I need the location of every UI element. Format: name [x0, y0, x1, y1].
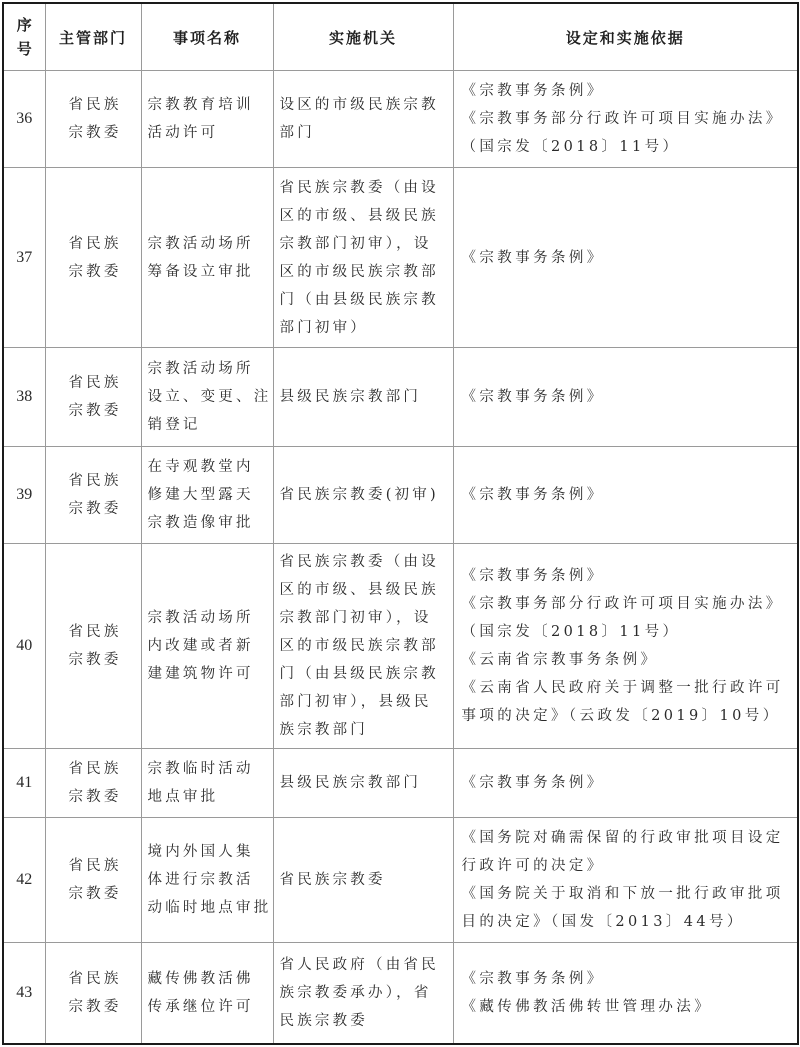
- cell-org-line: 省民族宗教委(初审): [279, 487, 439, 503]
- cell-org-line: 县级民族宗教部门: [279, 389, 422, 405]
- cell-org: [273, 348, 453, 447]
- cell-org: [273, 71, 453, 168]
- cell-basis: [453, 943, 798, 1044]
- cell-dept-line: 省民族: [68, 624, 122, 640]
- cell-item-line: 活动许可: [147, 125, 219, 141]
- cell-item-line: 境内外国人集: [147, 844, 254, 860]
- cell-org-line: 族宗教部门: [279, 722, 368, 738]
- cell-org-line: 县级民族宗教部门: [279, 775, 422, 791]
- cell-item-line: 修建大型露天: [147, 487, 254, 503]
- cell-dept-line: 省民族: [68, 858, 122, 874]
- cell-org-line: 门（由县级民族宗教: [279, 666, 439, 682]
- cell-org-line: 省人民政府（由省民: [279, 956, 439, 973]
- cell-org-line: 区的市级、县级民族: [279, 207, 439, 224]
- cell-org-line: 设区的市级民族宗教: [279, 97, 439, 113]
- cell-item: [141, 447, 273, 544]
- cell-item-line: 地点审批: [147, 789, 219, 805]
- cell-basis: [453, 818, 798, 943]
- cell-dept-line: 宗教委: [68, 789, 122, 805]
- cell-item-line: 宗教活动场所: [147, 361, 254, 377]
- cell-dept: [45, 818, 141, 943]
- cell-basis-line: 《国务院对确需保留的行政审批项目设定: [461, 830, 784, 846]
- cell-dept-line: 宗教委: [68, 403, 122, 419]
- header-basis: 设定和实施依据: [453, 3, 798, 71]
- cell-org-line: 宗教部门初审），设: [279, 235, 432, 252]
- cell-org-line: 族宗教委承办），省: [279, 984, 432, 1001]
- cell-basis-line: 《宗教事务条例》: [461, 487, 605, 503]
- cell-dept-line: 省民族: [68, 761, 122, 777]
- cell-org-line: 宗教部门初审），设: [279, 610, 432, 626]
- cell-item-line: 在寺观教堂内: [147, 459, 254, 475]
- cell-basis-line: 行政许可的决定》: [461, 858, 605, 874]
- cell-dept: [45, 943, 141, 1044]
- table-row: [3, 544, 798, 749]
- cell-basis-line: （国宗发〔2018〕11号）: [461, 139, 681, 155]
- cell-dept-line: 省民族: [68, 235, 122, 252]
- table-row: [3, 818, 798, 943]
- cell-item-line: 宗教造像审批: [147, 515, 254, 531]
- cell-item: [141, 943, 273, 1044]
- cell-org: [273, 818, 453, 943]
- cell-basis-line: 《宗教事务部分行政许可项目实施办法》: [461, 596, 784, 612]
- cell-dept: [45, 749, 141, 818]
- cell-seq: 37: [3, 168, 45, 348]
- cell-item-line: 宗教临时活动: [147, 761, 254, 777]
- cell-basis-line: 《国务院关于取消和下放一批行政审批项: [461, 886, 784, 902]
- cell-seq: 36: [3, 71, 45, 168]
- cell-basis-line: 目的决定》（国发〔2013〕44号）: [461, 914, 745, 930]
- cell-basis: [453, 71, 798, 168]
- cell-item-line: 内改建或者新: [147, 638, 254, 654]
- cell-basis-line: （国宗发〔2018〕11号）: [461, 624, 681, 640]
- cell-org-line: 部门初审），县级民: [279, 694, 432, 710]
- cell-basis: [453, 447, 798, 544]
- cell-basis: [453, 544, 798, 749]
- table-row: [3, 749, 798, 818]
- cell-org-line: 门（由县级民族宗教: [279, 291, 439, 308]
- cell-basis-line: 《宗教事务条例》: [461, 389, 605, 405]
- cell-item: [141, 544, 273, 749]
- cell-item-line: 筹备设立审批: [147, 263, 254, 280]
- header-seq-line2: 号: [16, 40, 32, 58]
- header-org: 实施机关: [273, 3, 453, 71]
- cell-basis-line: 《宗教事务条例》: [461, 775, 605, 791]
- cell-dept-line: 省民族: [68, 970, 122, 987]
- cell-item-line: 销登记: [147, 417, 201, 433]
- cell-dept-line: 宗教委: [68, 263, 122, 280]
- cell-dept-line: 省民族: [68, 473, 122, 489]
- cell-org-line: 省民族宗教委（由设: [279, 179, 439, 196]
- cell-item-line: 宗教活动场所: [147, 610, 254, 626]
- cell-item-line: 宗教活动场所: [147, 235, 254, 252]
- header-dept: 主管部门: [45, 3, 141, 71]
- table-row: [3, 943, 798, 1044]
- table-row: [3, 168, 798, 348]
- cell-dept-line: 宗教委: [68, 886, 122, 902]
- cell-basis-line: 《宗教事务条例》: [461, 970, 605, 987]
- table-row: [3, 71, 798, 168]
- cell-dept-line: 宗教委: [68, 652, 122, 668]
- cell-org-line: 部门: [279, 125, 315, 141]
- cell-item-line: 设立、变更、注: [147, 389, 272, 405]
- cell-dept-line: 宗教委: [68, 125, 122, 141]
- cell-item-line: 宗教教育培训: [147, 97, 254, 113]
- table-header: [3, 3, 798, 71]
- cell-item-line: 建建筑物许可: [147, 666, 254, 682]
- cell-seq: 41: [3, 749, 45, 818]
- header-item: 事项名称: [141, 3, 273, 71]
- header-seq-line1: 序: [16, 16, 32, 34]
- cell-item-line: 动临时地点审批: [147, 900, 272, 916]
- cell-seq: 42: [3, 818, 45, 943]
- cell-dept: [45, 544, 141, 749]
- cell-dept-line: 省民族: [68, 97, 122, 113]
- cell-basis-line: 《宗教事务部分行政许可项目实施办法》: [461, 111, 784, 127]
- cell-org-line: 区的市级、县级民族: [279, 582, 439, 598]
- cell-dept: [45, 447, 141, 544]
- cell-org: [273, 168, 453, 348]
- cell-org-line: 民族宗教委: [279, 1012, 368, 1029]
- cell-item: [141, 168, 273, 348]
- cell-basis-line: 《宗教事务条例》: [461, 568, 605, 584]
- cell-dept: [45, 168, 141, 348]
- cell-org: [273, 943, 453, 1044]
- cell-item-line: 藏传佛教活佛: [147, 970, 254, 987]
- cell-seq: 39: [3, 447, 45, 544]
- cell-basis-line: 《云南省人民政府关于调整一批行政许可: [461, 680, 784, 696]
- cell-dept-line: 省民族: [68, 375, 122, 391]
- cell-org: [273, 544, 453, 749]
- cell-seq: 38: [3, 348, 45, 447]
- cell-org: [273, 447, 453, 544]
- cell-basis-line: 事项的决定》（云政发〔2019〕10号）: [461, 708, 781, 724]
- cell-item-line: 体进行宗教活: [147, 872, 254, 888]
- table-row: [3, 348, 798, 447]
- header-seq: [3, 3, 45, 71]
- cell-basis-line: 《藏传佛教活佛转世管理办法》: [461, 998, 713, 1015]
- cell-basis: [453, 168, 798, 348]
- cell-basis: [453, 348, 798, 447]
- cell-item: [141, 71, 273, 168]
- table-body: [3, 71, 798, 1044]
- cell-seq: 40: [3, 544, 45, 749]
- cell-dept-line: 宗教委: [68, 998, 122, 1015]
- table-row: [3, 447, 798, 544]
- cell-org-line: 省民族宗教委（由设: [279, 554, 439, 570]
- cell-org-line: 部门初审）: [279, 319, 368, 336]
- cell-dept: [45, 348, 141, 447]
- cell-org: [273, 749, 453, 818]
- cell-basis-line: 《宗教事务条例》: [461, 249, 605, 266]
- cell-dept-line: 宗教委: [68, 501, 122, 517]
- cell-item: [141, 749, 273, 818]
- admin-license-table: [2, 2, 799, 1045]
- cell-item: [141, 818, 273, 943]
- cell-seq: 43: [3, 943, 45, 1044]
- cell-org-line: 区的市级民族宗教部: [279, 638, 439, 654]
- cell-dept: [45, 71, 141, 168]
- cell-org-line: 区的市级民族宗教部: [279, 263, 439, 280]
- cell-basis-line: 《云南省宗教事务条例》: [461, 652, 659, 668]
- cell-item-line: 传承继位许可: [147, 998, 254, 1015]
- cell-basis-line: 《宗教事务条例》: [461, 83, 605, 99]
- header-row: [3, 3, 798, 71]
- cell-item: [141, 348, 273, 447]
- cell-org-line: 省民族宗教委: [279, 872, 386, 888]
- cell-basis: [453, 749, 798, 818]
